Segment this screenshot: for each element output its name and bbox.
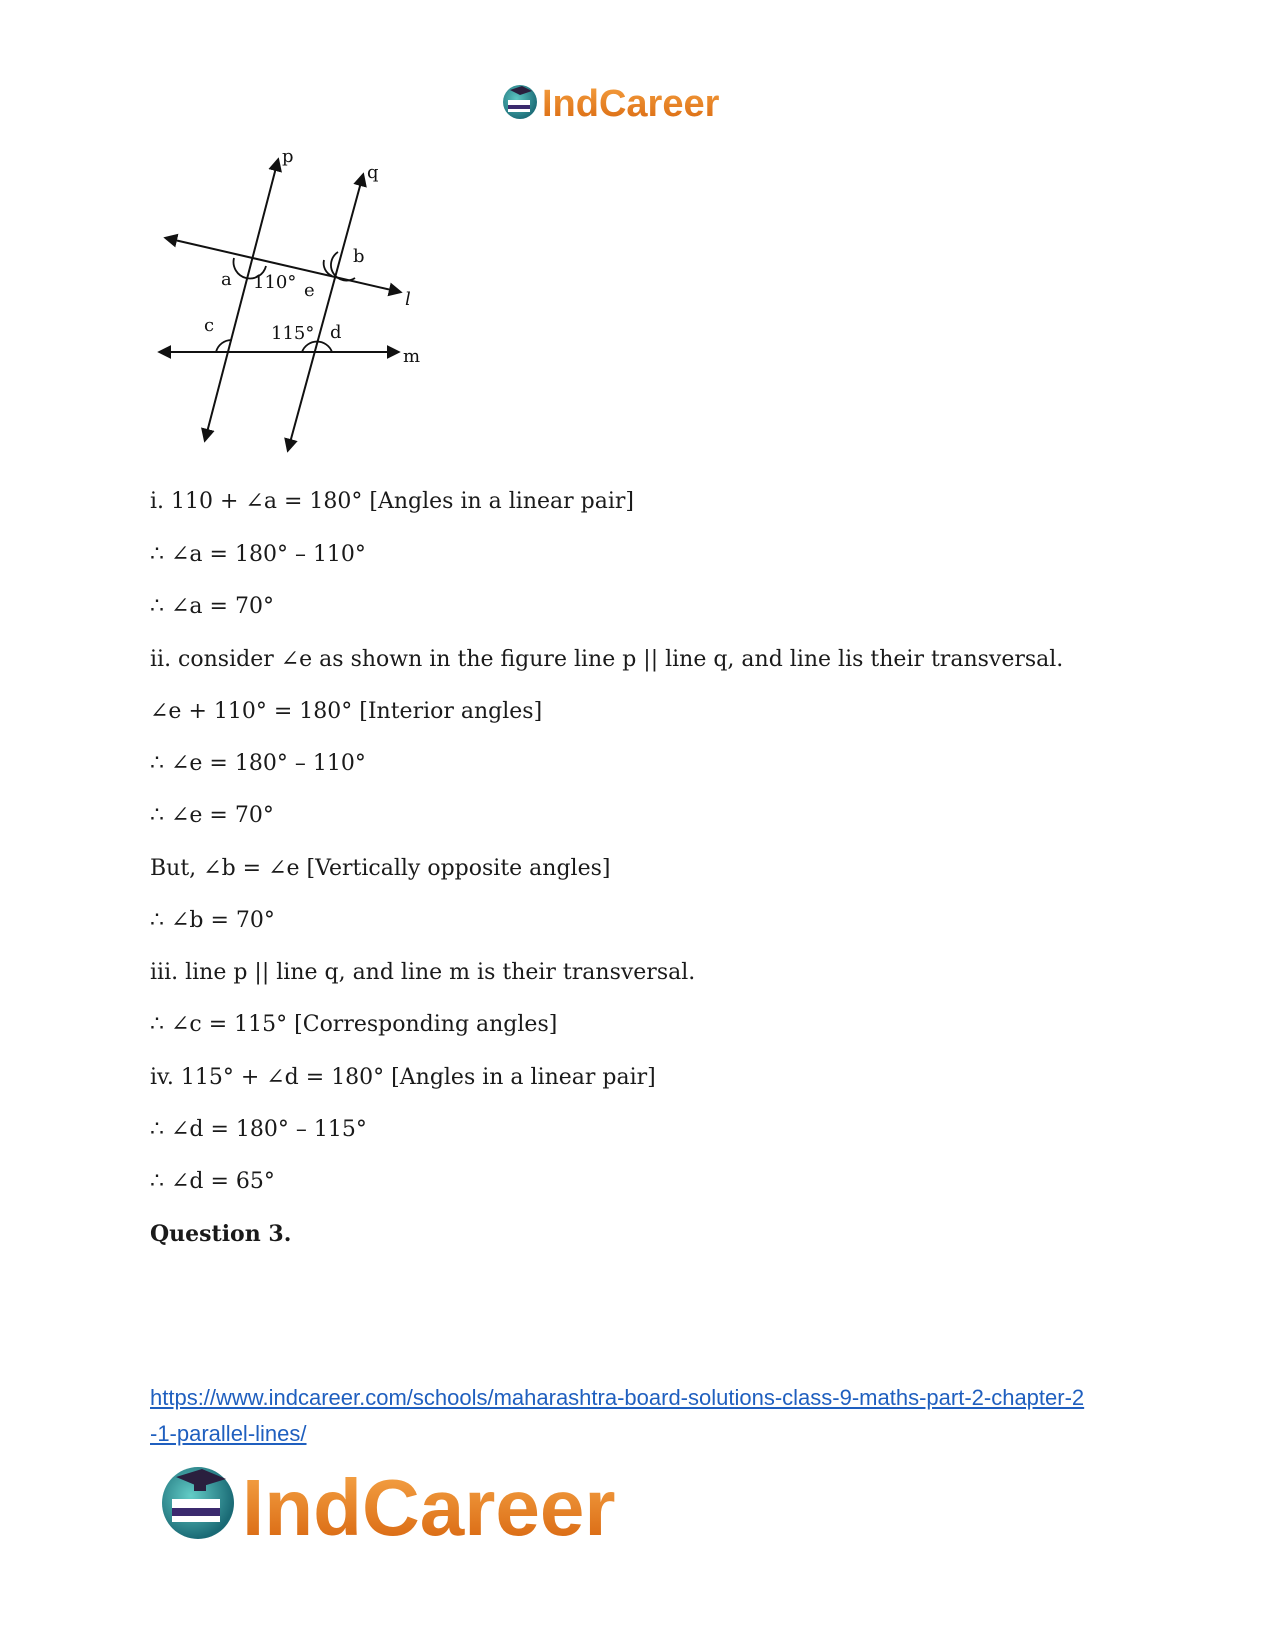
solution-line: ∴ ∠a = 70° [150, 594, 274, 619]
label-d: d [330, 322, 342, 343]
parallel-lines-figure [150, 150, 450, 475]
label-q: q [367, 162, 379, 183]
solution-line: ∴ ∠a = 180° – 110° [150, 542, 366, 567]
header-logo [500, 78, 780, 128]
solution-line: ∴ ∠d = 65° [150, 1169, 275, 1194]
source-link-line-2[interactable]: -1-parallel-lines/ [150, 1421, 307, 1446]
label-a: a [221, 269, 232, 290]
line-q [288, 175, 363, 450]
label-angle-110: 110° [253, 272, 297, 293]
solution-line: ∴ ∠d = 180° – 115° [150, 1117, 367, 1142]
solution-line: i. 110 + ∠a = 180° [Angles in a linear pair] [150, 489, 634, 514]
label-angle-115: 115° [271, 323, 315, 344]
solution-line: iii. line p || line q, and line m is their transversal. [150, 960, 696, 985]
source-link[interactable] [150, 1380, 1130, 1452]
line-p [205, 160, 278, 440]
solution-line: ∴ ∠b = 70° [150, 908, 275, 933]
globe-book-icon [503, 85, 537, 119]
label-l: l [405, 289, 411, 310]
label-m: m [403, 346, 421, 367]
header-logo-text: IndCareer [542, 83, 720, 125]
globe-book-icon [162, 1467, 234, 1539]
question-heading: Question 3. [150, 1221, 292, 1247]
footer-logo [158, 1455, 703, 1550]
label-b: b [353, 246, 365, 267]
solution-line: iv. 115° + ∠d = 180° [Angles in a linear pair] [150, 1065, 656, 1090]
solution-line: ∠e + 110° = 180° [Interior angles] [150, 699, 543, 724]
label-c: c [204, 315, 215, 336]
label-p: p [282, 150, 294, 167]
source-link-line-1[interactable]: https://www.indcareer.com/schools/maharashtra-board-solutions-class-9-maths-part-2-chapter-2 [150, 1385, 1085, 1410]
label-e: e [304, 280, 315, 301]
solution-line: ii. consider ∠e as shown in the figure line p || line q, and line lis their transversal. [150, 647, 1064, 672]
solution-line: ∴ ∠e = 70° [150, 803, 274, 828]
footer-logo-text: IndCareer [242, 1463, 616, 1550]
solution-line: ∴ ∠c = 115° [Corresponding angles] [150, 1012, 558, 1037]
solution-line: ∴ ∠e = 180° – 110° [150, 751, 366, 776]
solution-line: But, ∠b = ∠e [Vertically opposite angles] [150, 856, 611, 881]
